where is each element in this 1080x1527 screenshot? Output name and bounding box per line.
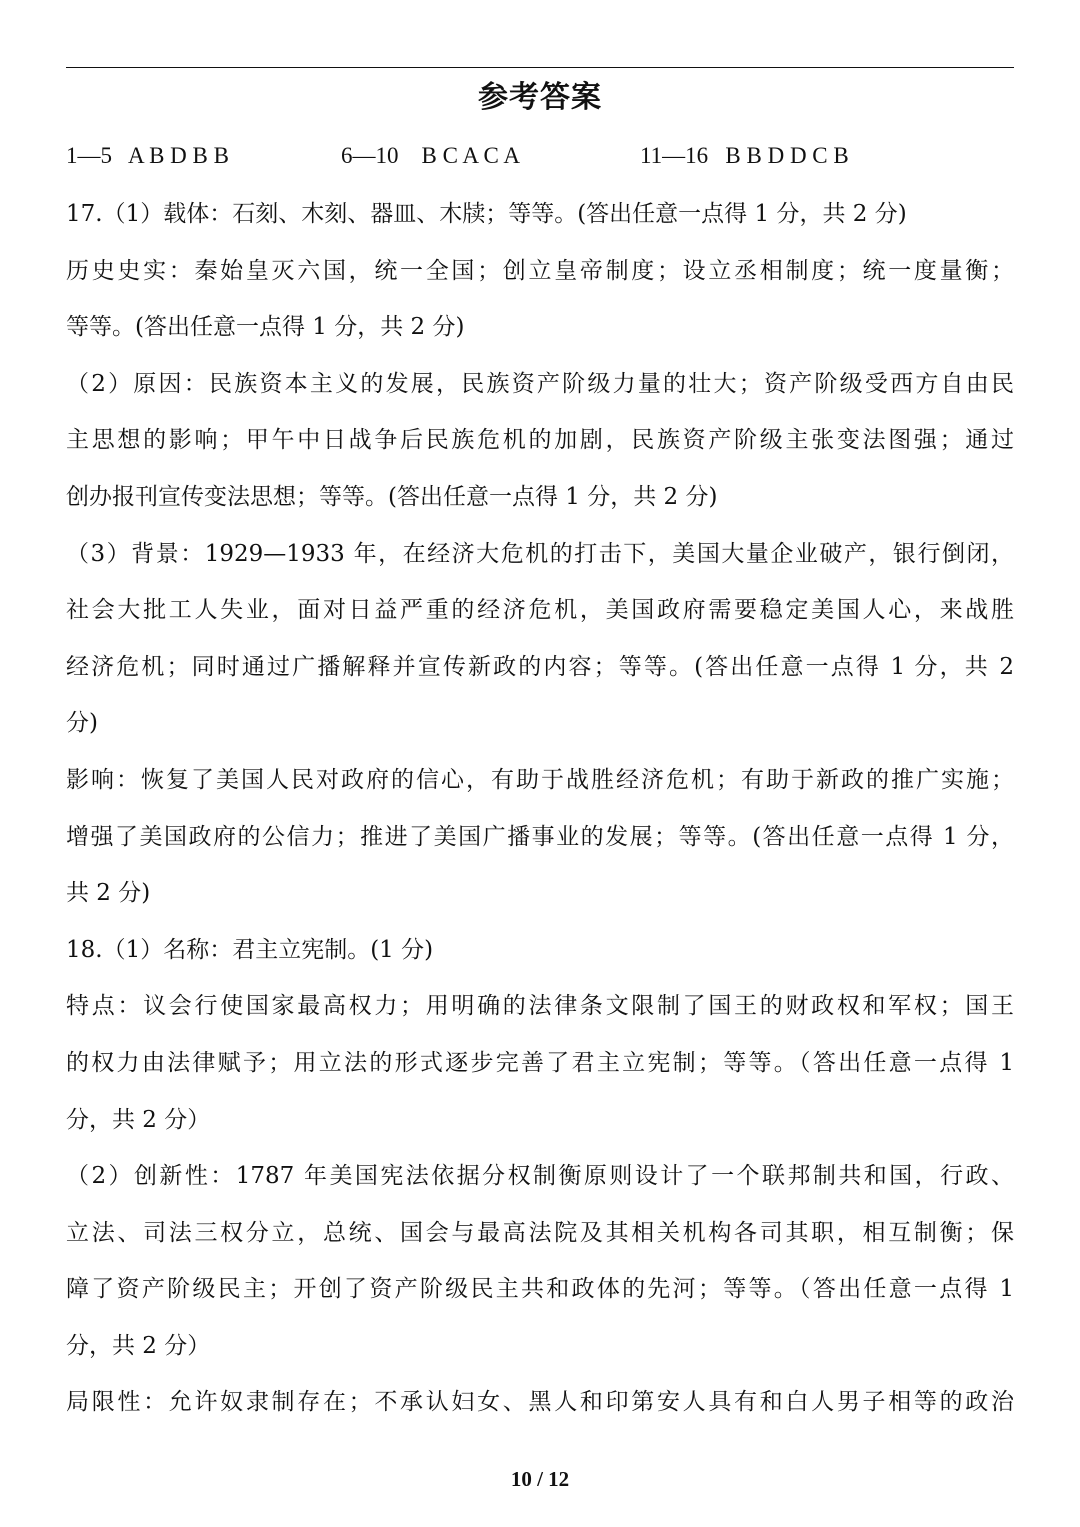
text-line: 增强了美国政府的公信力；推进了美国广播事业的发展；等等。(答出任意一点得 1 分， <box>66 823 1014 850</box>
answer-letters: B C A C A <box>421 143 520 168</box>
text-line: 障了资产阶级民主；开创了资产阶级民主共和政体的先河；等等。（答出任意一点得 1 <box>66 1276 1014 1303</box>
text-line: 17.（1）载体：石刻、木刻、器皿、木牍；等等。(答出任意一点得 1 分，共 2 分) <box>66 201 907 227</box>
text-line: 分) <box>66 710 98 737</box>
text-line: 影响：恢复了美国人民对政府的信心，有助于战胜经济危机；有助于新政的推广实施； <box>66 766 1014 793</box>
text-line: 的权力由法律赋予；用立法的形式逐步完善了君主立宪制；等等。（答出任意一点得 1 <box>66 1049 1014 1076</box>
answer-group-2 <box>341 136 520 176</box>
text-line: 共 2 分) <box>66 880 151 907</box>
text-line: 历史史实：秦始皇灭六国，统一全国；创立皇帝制度；设立丞相制度；统一度量衡； <box>66 257 1014 284</box>
text-line: 特点：议会行使国家最高权力；用明确的法律条文限制了国王的财政权和军权；国王 <box>66 993 1014 1020</box>
text-line: 立法、司法三权分立，总统、国会与最高法院及其相关机构各司其职，相互制衡；保 <box>66 1219 1014 1246</box>
answer-text <box>66 186 1014 1431</box>
answer-group-1 <box>66 136 229 176</box>
text-line: 分，共 2 分） <box>66 1332 211 1359</box>
text-line: 经济危机；同时通过广播解释并宣传新政的内容；等等。(答出任意一点得 1 分，共 2 <box>66 653 1014 680</box>
answer-group-3 <box>640 136 849 176</box>
text-line: 等等。(答出任意一点得 1 分，共 2 分) <box>66 314 465 341</box>
answer-range: 11—16 <box>640 143 709 168</box>
answer-letters: B B D D C B <box>725 143 849 168</box>
choice-answers <box>66 136 1014 176</box>
text-line: （2）创新性：1787 年美国宪法依据分权制衡原则设计了一个联邦制共和国，行政、 <box>66 1163 1014 1190</box>
text-line: 分，共 2 分） <box>66 1106 211 1133</box>
text-line: 18.（1）名称：君主立宪制。(1 分) <box>66 936 434 963</box>
text-line: （2）原因：民族资本主义的发展，民族资产阶级力量的壮大；资产阶级受西方自由民 <box>66 370 1014 397</box>
header-rule <box>66 67 1014 68</box>
text-line: 主思想的影响；甲午中日战争后民族危机的加剧，民族资产阶级主张变法图强；通过 <box>66 427 1014 454</box>
answer-letters: A B D B B <box>127 143 229 168</box>
page-title: 参考答案 <box>478 80 602 115</box>
text-line: 局限性：允许奴隶制存在；不承认妇女、黑人和印第安人具有和白人男子相等的政治 <box>66 1389 1014 1416</box>
answer-range: 1—5 <box>66 143 112 168</box>
text-line: 创办报刊宣传变法思想；等等。(答出任意一点得 1 分，共 2 分) <box>66 483 718 510</box>
answer-range: 6—10 <box>341 143 399 168</box>
text-line: （3）背景：1929—1933 年，在经济大危机的打击下，美国大量企业破产，银行倒闭， <box>66 540 1014 567</box>
page-number: 10 / 12 <box>510 1467 570 1491</box>
text-line: 社会大批工人失业，面对日益严重的经济危机，美国政府需要稳定美国人心，来战胜 <box>66 597 1014 624</box>
